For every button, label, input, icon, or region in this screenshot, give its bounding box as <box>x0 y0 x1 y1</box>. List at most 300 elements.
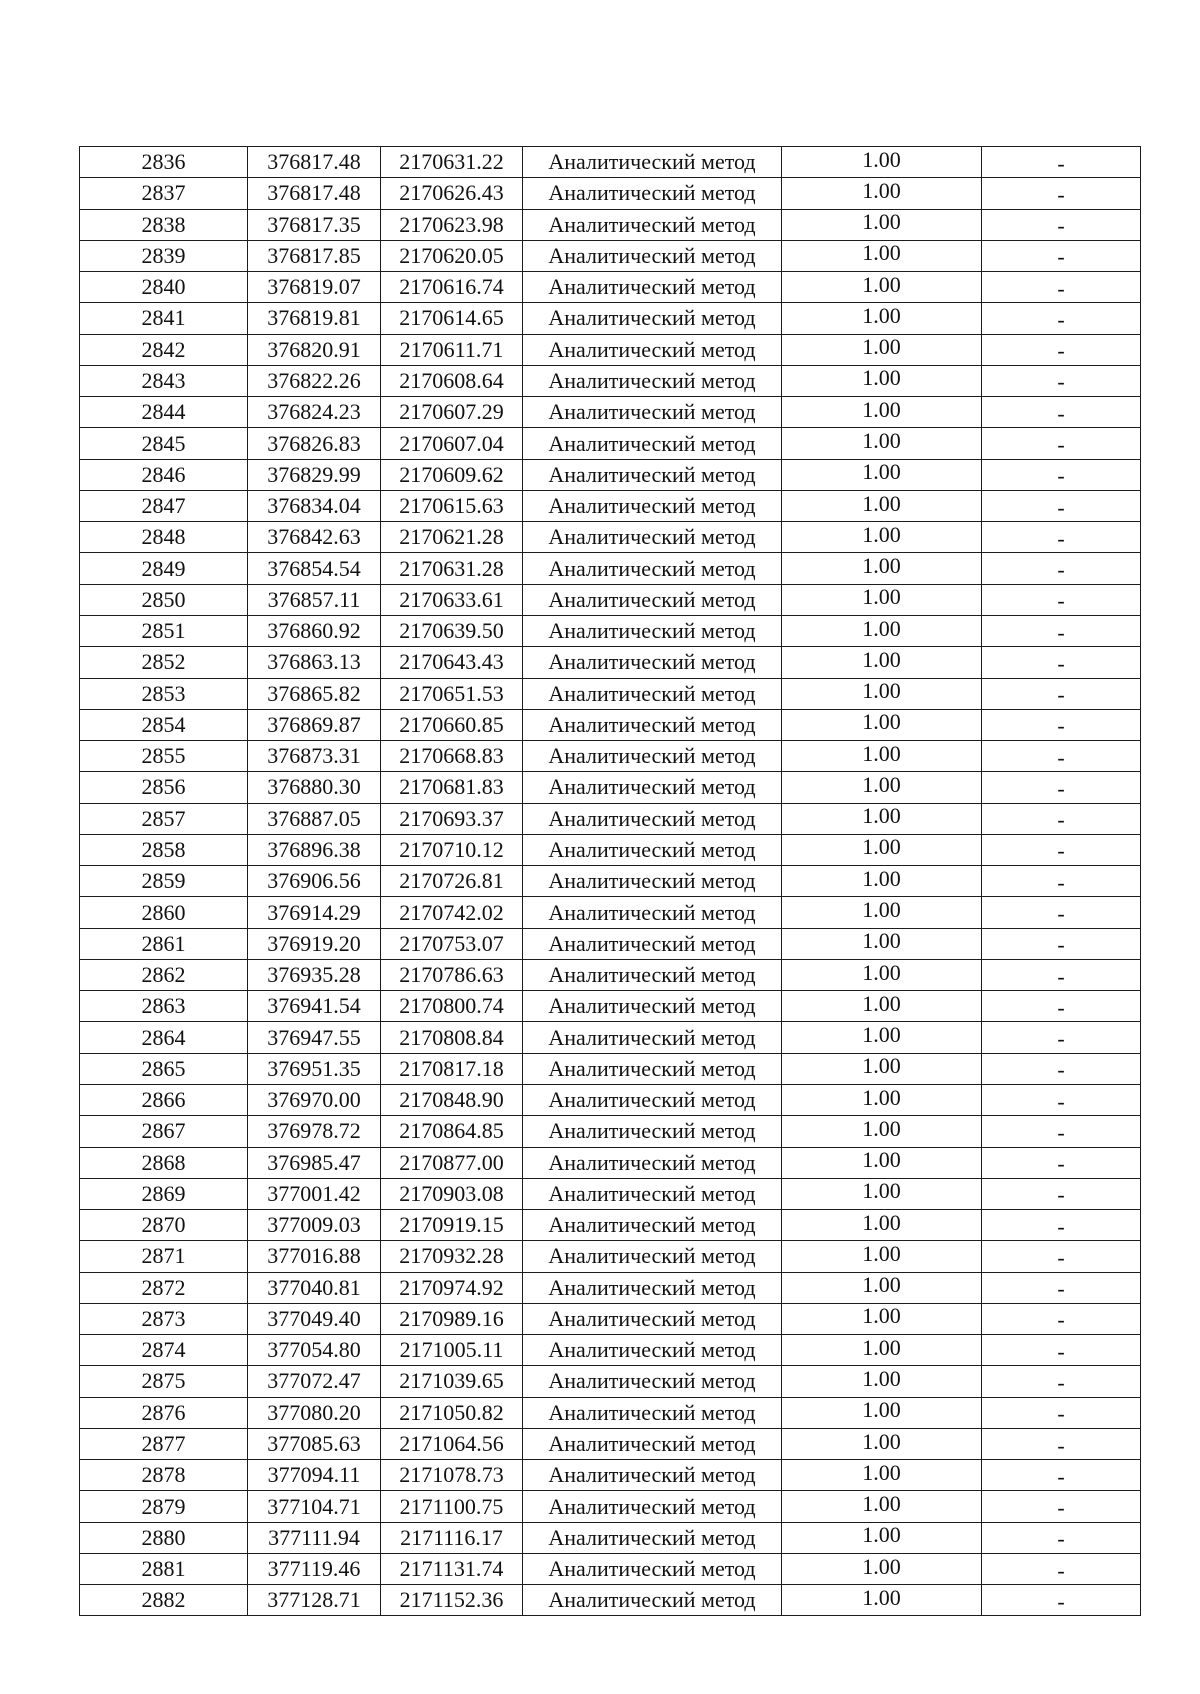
dash-cell: - <box>982 553 1141 584</box>
point-number-cell: 2862 <box>80 959 248 990</box>
y-coordinate-cell: 2170615.63 <box>381 490 523 521</box>
method-cell: Аналитический метод <box>523 1210 782 1241</box>
coordinates-table-body <box>80 147 1141 1616</box>
method-cell: Аналитический метод <box>523 584 782 615</box>
x-coordinate-cell: 376854.54 <box>248 553 381 584</box>
dash-cell: - <box>982 647 1141 678</box>
table-row <box>80 928 1141 959</box>
method-cell: Аналитический метод <box>523 1272 782 1303</box>
value-cell: 1.00 <box>782 209 982 240</box>
x-coordinate-cell: 377001.42 <box>248 1178 381 1209</box>
point-number-cell: 2841 <box>80 303 248 334</box>
x-coordinate-cell: 376863.13 <box>248 647 381 678</box>
y-coordinate-cell: 2171152.36 <box>381 1585 523 1616</box>
dash-cell: - <box>982 1522 1141 1553</box>
method-cell: Аналитический метод <box>523 272 782 303</box>
table-row <box>80 1366 1141 1397</box>
dash-cell: - <box>982 459 1141 490</box>
table-row <box>80 678 1141 709</box>
x-coordinate-cell: 377119.46 <box>248 1553 381 1584</box>
method-cell: Аналитический метод <box>523 147 782 178</box>
value-cell: 1.00 <box>782 959 982 990</box>
y-coordinate-cell: 2170651.53 <box>381 678 523 709</box>
dash-cell: - <box>982 1460 1141 1491</box>
table-row <box>80 553 1141 584</box>
value-cell: 1.00 <box>782 334 982 365</box>
x-coordinate-cell: 376869.87 <box>248 709 381 740</box>
table-row <box>80 803 1141 834</box>
x-coordinate-cell: 376919.20 <box>248 928 381 959</box>
x-coordinate-cell: 376906.56 <box>248 866 381 897</box>
y-coordinate-cell: 2170631.22 <box>381 147 523 178</box>
dash-cell: - <box>982 272 1141 303</box>
coordinates-table <box>79 146 1141 1616</box>
dash-cell: - <box>982 772 1141 803</box>
dash-cell: - <box>982 959 1141 990</box>
value-cell: 1.00 <box>782 678 982 709</box>
point-number-cell: 2875 <box>80 1366 248 1397</box>
table-row <box>80 334 1141 365</box>
y-coordinate-cell: 2170753.07 <box>381 928 523 959</box>
x-coordinate-cell: 377094.11 <box>248 1460 381 1491</box>
value-cell: 1.00 <box>782 803 982 834</box>
point-number-cell: 2881 <box>80 1553 248 1584</box>
dash-cell: - <box>982 1585 1141 1616</box>
table-row <box>80 1335 1141 1366</box>
x-coordinate-cell: 377016.88 <box>248 1241 381 1272</box>
dash-cell: - <box>982 1272 1141 1303</box>
table-row <box>80 1084 1141 1115</box>
dash-cell: - <box>982 147 1141 178</box>
dash-cell: - <box>982 834 1141 865</box>
value-cell: 1.00 <box>782 365 982 396</box>
method-cell: Аналитический метод <box>523 647 782 678</box>
method-cell: Аналитический метод <box>523 1522 782 1553</box>
method-cell: Аналитический метод <box>523 553 782 584</box>
point-number-cell: 2874 <box>80 1335 248 1366</box>
value-cell: 1.00 <box>782 1241 982 1272</box>
y-coordinate-cell: 2170614.65 <box>381 303 523 334</box>
x-coordinate-cell: 377040.81 <box>248 1272 381 1303</box>
point-number-cell: 2859 <box>80 866 248 897</box>
dash-cell: - <box>982 1553 1141 1584</box>
point-number-cell: 2882 <box>80 1585 248 1616</box>
dash-cell: - <box>982 678 1141 709</box>
value-cell: 1.00 <box>782 584 982 615</box>
y-coordinate-cell: 2171005.11 <box>381 1335 523 1366</box>
point-number-cell: 2879 <box>80 1491 248 1522</box>
x-coordinate-cell: 376860.92 <box>248 615 381 646</box>
y-coordinate-cell: 2170877.00 <box>381 1147 523 1178</box>
value-cell: 1.00 <box>782 397 982 428</box>
value-cell: 1.00 <box>782 615 982 646</box>
dash-cell: - <box>982 897 1141 928</box>
x-coordinate-cell: 376817.35 <box>248 209 381 240</box>
method-cell: Аналитический метод <box>523 1460 782 1491</box>
table-row <box>80 1241 1141 1272</box>
y-coordinate-cell: 2170974.92 <box>381 1272 523 1303</box>
value-cell: 1.00 <box>782 741 982 772</box>
dash-cell: - <box>982 803 1141 834</box>
point-number-cell: 2871 <box>80 1241 248 1272</box>
value-cell: 1.00 <box>782 178 982 209</box>
x-coordinate-cell: 376820.91 <box>248 334 381 365</box>
x-coordinate-cell: 376817.48 <box>248 178 381 209</box>
dash-cell: - <box>982 584 1141 615</box>
table-row <box>80 1272 1141 1303</box>
x-coordinate-cell: 376834.04 <box>248 490 381 521</box>
method-cell: Аналитический метод <box>523 1553 782 1584</box>
method-cell: Аналитический метод <box>523 1178 782 1209</box>
method-cell: Аналитический метод <box>523 1303 782 1334</box>
dash-cell: - <box>982 991 1141 1022</box>
dash-cell: - <box>982 1210 1141 1241</box>
y-coordinate-cell: 2171039.65 <box>381 1366 523 1397</box>
method-cell: Аналитический метод <box>523 428 782 459</box>
x-coordinate-cell: 376896.38 <box>248 834 381 865</box>
x-coordinate-cell: 377104.71 <box>248 1491 381 1522</box>
table-row <box>80 866 1141 897</box>
point-number-cell: 2843 <box>80 365 248 396</box>
point-number-cell: 2848 <box>80 522 248 553</box>
x-coordinate-cell: 376817.85 <box>248 240 381 271</box>
value-cell: 1.00 <box>782 1522 982 1553</box>
y-coordinate-cell: 2170623.98 <box>381 209 523 240</box>
x-coordinate-cell: 376865.82 <box>248 678 381 709</box>
y-coordinate-cell: 2170848.90 <box>381 1084 523 1115</box>
dash-cell: - <box>982 178 1141 209</box>
table-row <box>80 584 1141 615</box>
point-number-cell: 2856 <box>80 772 248 803</box>
table-row <box>80 772 1141 803</box>
y-coordinate-cell: 2170660.85 <box>381 709 523 740</box>
point-number-cell: 2852 <box>80 647 248 678</box>
y-coordinate-cell: 2170668.83 <box>381 741 523 772</box>
method-cell: Аналитический метод <box>523 1585 782 1616</box>
y-coordinate-cell: 2171116.17 <box>381 1522 523 1553</box>
value-cell: 1.00 <box>782 1366 982 1397</box>
value-cell: 1.00 <box>782 1553 982 1584</box>
x-coordinate-cell: 376857.11 <box>248 584 381 615</box>
dash-cell: - <box>982 490 1141 521</box>
value-cell: 1.00 <box>782 1116 982 1147</box>
point-number-cell: 2873 <box>80 1303 248 1334</box>
method-cell: Аналитический метод <box>523 1366 782 1397</box>
point-number-cell: 2863 <box>80 991 248 1022</box>
x-coordinate-cell: 377049.40 <box>248 1303 381 1334</box>
dash-cell: - <box>982 1303 1141 1334</box>
x-coordinate-cell: 376970.00 <box>248 1084 381 1115</box>
method-cell: Аналитический метод <box>523 365 782 396</box>
point-number-cell: 2842 <box>80 334 248 365</box>
y-coordinate-cell: 2170817.18 <box>381 1053 523 1084</box>
y-coordinate-cell: 2171078.73 <box>381 1460 523 1491</box>
x-coordinate-cell: 376947.55 <box>248 1022 381 1053</box>
dash-cell: - <box>982 1366 1141 1397</box>
y-coordinate-cell: 2170693.37 <box>381 803 523 834</box>
dash-cell: - <box>982 209 1141 240</box>
x-coordinate-cell: 376824.23 <box>248 397 381 428</box>
method-cell: Аналитический метод <box>523 178 782 209</box>
x-coordinate-cell: 376941.54 <box>248 991 381 1022</box>
method-cell: Аналитический метод <box>523 522 782 553</box>
y-coordinate-cell: 2170608.64 <box>381 365 523 396</box>
method-cell: Аналитический метод <box>523 1053 782 1084</box>
point-number-cell: 2840 <box>80 272 248 303</box>
dash-cell: - <box>982 1053 1141 1084</box>
method-cell: Аналитический метод <box>523 741 782 772</box>
y-coordinate-cell: 2170681.83 <box>381 772 523 803</box>
table-row <box>80 428 1141 459</box>
point-number-cell: 2853 <box>80 678 248 709</box>
y-coordinate-cell: 2171131.74 <box>381 1553 523 1584</box>
point-number-cell: 2836 <box>80 147 248 178</box>
point-number-cell: 2880 <box>80 1522 248 1553</box>
y-coordinate-cell: 2170639.50 <box>381 615 523 646</box>
method-cell: Аналитический метод <box>523 991 782 1022</box>
method-cell: Аналитический метод <box>523 834 782 865</box>
y-coordinate-cell: 2170864.85 <box>381 1116 523 1147</box>
method-cell: Аналитический метод <box>523 897 782 928</box>
table-row <box>80 209 1141 240</box>
y-coordinate-cell: 2170800.74 <box>381 991 523 1022</box>
value-cell: 1.00 <box>782 897 982 928</box>
method-cell: Аналитический метод <box>523 928 782 959</box>
point-number-cell: 2845 <box>80 428 248 459</box>
method-cell: Аналитический метод <box>523 1147 782 1178</box>
table-row <box>80 365 1141 396</box>
point-number-cell: 2861 <box>80 928 248 959</box>
point-number-cell: 2878 <box>80 1460 248 1491</box>
table-row <box>80 1460 1141 1491</box>
value-cell: 1.00 <box>782 1491 982 1522</box>
x-coordinate-cell: 376826.83 <box>248 428 381 459</box>
table-row <box>80 1210 1141 1241</box>
table-row <box>80 1585 1141 1616</box>
dash-cell: - <box>982 240 1141 271</box>
y-coordinate-cell: 2170808.84 <box>381 1022 523 1053</box>
y-coordinate-cell: 2170710.12 <box>381 834 523 865</box>
value-cell: 1.00 <box>782 272 982 303</box>
y-coordinate-cell: 2170919.15 <box>381 1210 523 1241</box>
method-cell: Аналитический метод <box>523 615 782 646</box>
dash-cell: - <box>982 428 1141 459</box>
table-row <box>80 741 1141 772</box>
table-row <box>80 1303 1141 1334</box>
table-row <box>80 709 1141 740</box>
y-coordinate-cell: 2171050.82 <box>381 1397 523 1428</box>
table-row <box>80 897 1141 928</box>
method-cell: Аналитический метод <box>523 1022 782 1053</box>
x-coordinate-cell: 377111.94 <box>248 1522 381 1553</box>
value-cell: 1.00 <box>782 1210 982 1241</box>
table-row <box>80 490 1141 521</box>
y-coordinate-cell: 2171100.75 <box>381 1491 523 1522</box>
table-row <box>80 178 1141 209</box>
value-cell: 1.00 <box>782 1272 982 1303</box>
table-row <box>80 1428 1141 1459</box>
point-number-cell: 2846 <box>80 459 248 490</box>
method-cell: Аналитический метод <box>523 1084 782 1115</box>
value-cell: 1.00 <box>782 1585 982 1616</box>
dash-cell: - <box>982 1241 1141 1272</box>
value-cell: 1.00 <box>782 834 982 865</box>
value-cell: 1.00 <box>782 772 982 803</box>
dash-cell: - <box>982 741 1141 772</box>
value-cell: 1.00 <box>782 1335 982 1366</box>
table-row <box>80 272 1141 303</box>
x-coordinate-cell: 376829.99 <box>248 459 381 490</box>
y-coordinate-cell: 2170611.71 <box>381 334 523 365</box>
x-coordinate-cell: 376873.31 <box>248 741 381 772</box>
dash-cell: - <box>982 303 1141 334</box>
method-cell: Аналитический метод <box>523 209 782 240</box>
table-row <box>80 1397 1141 1428</box>
value-cell: 1.00 <box>782 1303 982 1334</box>
table-row <box>80 1022 1141 1053</box>
value-cell: 1.00 <box>782 147 982 178</box>
dash-cell: - <box>982 1022 1141 1053</box>
point-number-cell: 2847 <box>80 490 248 521</box>
y-coordinate-cell: 2170607.04 <box>381 428 523 459</box>
x-coordinate-cell: 377072.47 <box>248 1366 381 1397</box>
dash-cell: - <box>982 709 1141 740</box>
table-row <box>80 522 1141 553</box>
value-cell: 1.00 <box>782 1053 982 1084</box>
x-coordinate-cell: 377054.80 <box>248 1335 381 1366</box>
x-coordinate-cell: 376914.29 <box>248 897 381 928</box>
point-number-cell: 2838 <box>80 209 248 240</box>
table-row <box>80 1116 1141 1147</box>
method-cell: Аналитический метод <box>523 959 782 990</box>
point-number-cell: 2839 <box>80 240 248 271</box>
method-cell: Аналитический метод <box>523 1241 782 1272</box>
point-number-cell: 2872 <box>80 1272 248 1303</box>
table-row <box>80 647 1141 678</box>
table-row <box>80 1522 1141 1553</box>
y-coordinate-cell: 2170621.28 <box>381 522 523 553</box>
point-number-cell: 2857 <box>80 803 248 834</box>
dash-cell: - <box>982 1491 1141 1522</box>
method-cell: Аналитический метод <box>523 709 782 740</box>
x-coordinate-cell: 376819.81 <box>248 303 381 334</box>
dash-cell: - <box>982 1428 1141 1459</box>
value-cell: 1.00 <box>782 1178 982 1209</box>
y-coordinate-cell: 2170607.29 <box>381 397 523 428</box>
method-cell: Аналитический метод <box>523 240 782 271</box>
x-coordinate-cell: 376935.28 <box>248 959 381 990</box>
method-cell: Аналитический метод <box>523 1491 782 1522</box>
method-cell: Аналитический метод <box>523 1397 782 1428</box>
x-coordinate-cell: 376842.63 <box>248 522 381 553</box>
method-cell: Аналитический метод <box>523 303 782 334</box>
point-number-cell: 2860 <box>80 897 248 928</box>
dash-cell: - <box>982 365 1141 396</box>
table-row <box>80 1147 1141 1178</box>
dash-cell: - <box>982 522 1141 553</box>
method-cell: Аналитический метод <box>523 334 782 365</box>
dash-cell: - <box>982 1147 1141 1178</box>
x-coordinate-cell: 376819.07 <box>248 272 381 303</box>
point-number-cell: 2837 <box>80 178 248 209</box>
point-number-cell: 2877 <box>80 1428 248 1459</box>
x-coordinate-cell: 376951.35 <box>248 1053 381 1084</box>
y-coordinate-cell: 2170620.05 <box>381 240 523 271</box>
value-cell: 1.00 <box>782 1397 982 1428</box>
point-number-cell: 2858 <box>80 834 248 865</box>
y-coordinate-cell: 2170633.61 <box>381 584 523 615</box>
value-cell: 1.00 <box>782 459 982 490</box>
dash-cell: - <box>982 615 1141 646</box>
x-coordinate-cell: 377085.63 <box>248 1428 381 1459</box>
method-cell: Аналитический метод <box>523 772 782 803</box>
y-coordinate-cell: 2170903.08 <box>381 1178 523 1209</box>
dash-cell: - <box>982 1116 1141 1147</box>
dash-cell: - <box>982 1397 1141 1428</box>
value-cell: 1.00 <box>782 428 982 459</box>
table-row <box>80 834 1141 865</box>
point-number-cell: 2866 <box>80 1084 248 1115</box>
method-cell: Аналитический метод <box>523 1428 782 1459</box>
point-number-cell: 2851 <box>80 615 248 646</box>
value-cell: 1.00 <box>782 647 982 678</box>
point-number-cell: 2867 <box>80 1116 248 1147</box>
value-cell: 1.00 <box>782 991 982 1022</box>
x-coordinate-cell: 376985.47 <box>248 1147 381 1178</box>
point-number-cell: 2869 <box>80 1178 248 1209</box>
value-cell: 1.00 <box>782 1460 982 1491</box>
point-number-cell: 2844 <box>80 397 248 428</box>
y-coordinate-cell: 2170631.28 <box>381 553 523 584</box>
dash-cell: - <box>982 1335 1141 1366</box>
dash-cell: - <box>982 397 1141 428</box>
point-number-cell: 2850 <box>80 584 248 615</box>
method-cell: Аналитический метод <box>523 459 782 490</box>
table-row <box>80 147 1141 178</box>
y-coordinate-cell: 2170609.62 <box>381 459 523 490</box>
y-coordinate-cell: 2170932.28 <box>381 1241 523 1272</box>
value-cell: 1.00 <box>782 1147 982 1178</box>
method-cell: Аналитический метод <box>523 866 782 897</box>
table-row <box>80 959 1141 990</box>
method-cell: Аналитический метод <box>523 1335 782 1366</box>
dash-cell: - <box>982 334 1141 365</box>
table-row <box>80 1491 1141 1522</box>
table-row <box>80 991 1141 1022</box>
point-number-cell: 2849 <box>80 553 248 584</box>
x-coordinate-cell: 377009.03 <box>248 1210 381 1241</box>
table-row <box>80 397 1141 428</box>
value-cell: 1.00 <box>782 553 982 584</box>
method-cell: Аналитический метод <box>523 397 782 428</box>
x-coordinate-cell: 377080.20 <box>248 1397 381 1428</box>
method-cell: Аналитический метод <box>523 490 782 521</box>
y-coordinate-cell: 2170726.81 <box>381 866 523 897</box>
table-row <box>80 1053 1141 1084</box>
value-cell: 1.00 <box>782 522 982 553</box>
point-number-cell: 2876 <box>80 1397 248 1428</box>
point-number-cell: 2854 <box>80 709 248 740</box>
x-coordinate-cell: 376978.72 <box>248 1116 381 1147</box>
method-cell: Аналитический метод <box>523 678 782 709</box>
value-cell: 1.00 <box>782 1022 982 1053</box>
table-row <box>80 459 1141 490</box>
y-coordinate-cell: 2170643.43 <box>381 647 523 678</box>
x-coordinate-cell: 376880.30 <box>248 772 381 803</box>
dash-cell: - <box>982 1178 1141 1209</box>
value-cell: 1.00 <box>782 709 982 740</box>
table-row <box>80 240 1141 271</box>
